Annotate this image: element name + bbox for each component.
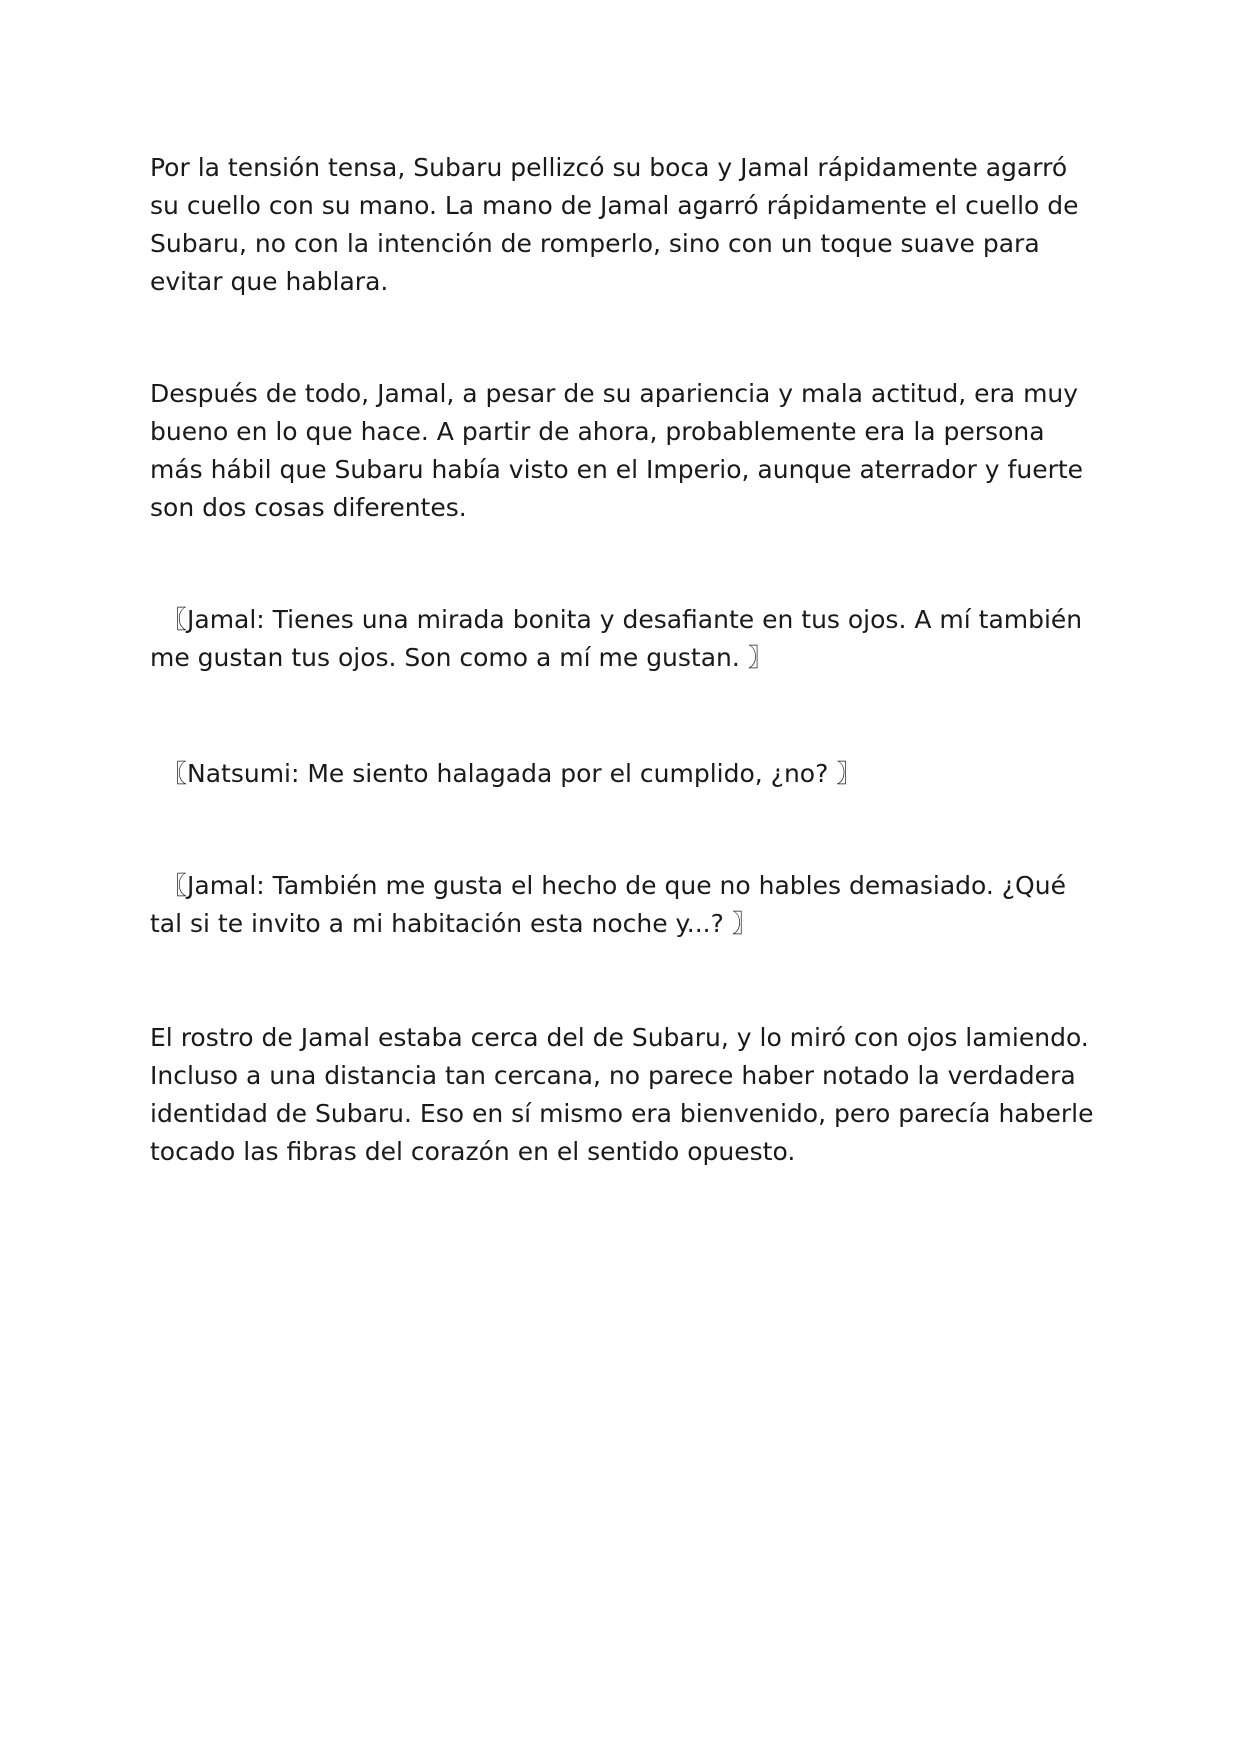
- dialogue-paragraph-jamal: 〖Jamal: Tienes una mirada bonita y desafiante en tus ojos. A mí también me gustan tus ojos. Son como a mí me gustan. 〗: [150, 605, 1083, 672]
- narration-paragraph: Después de todo, Jamal, a pesar de su apariencia y mala actitud, era muy bueno en lo que hace. A partir de ahora, probablemente era la persona más hábil que Subaru había visto en el Imperio, aunque aterrador y fuerte son dos cosas diferentes.: [150, 379, 1084, 522]
- dialogue-paragraph-jamal: 〖Jamal: También me gusta el hecho de que no hables demasiado. ¿Qué tal si te invito a mi habitación esta noche y...? 〗: [150, 871, 1066, 938]
- dialogue-paragraph-natsumi: 〖Natsumi: Me siento halagada por el cumplido, ¿no? 〗: [162, 759, 862, 788]
- narration-paragraph: El rostro de Jamal estaba cerca del de Subaru, y lo miró con ojos lamiendo. Incluso a una distancia tan cercana, no parece haber notado la verdadera identidad de Subaru. Eso en sí mismo era bienvenido, pero parecía haberle tocado las fibras del corazón en el sentido opuesto.: [150, 1023, 1094, 1166]
- narration-paragraph: Por la tensión tensa, Subaru pellizcó su boca y Jamal rápidamente agarró su cuello con su mano. La mano de Jamal agarró rápidamente el cuello de Subaru, no con la intención de romperlo, sino con un toque suave para evitar que hablara.: [150, 153, 1079, 296]
